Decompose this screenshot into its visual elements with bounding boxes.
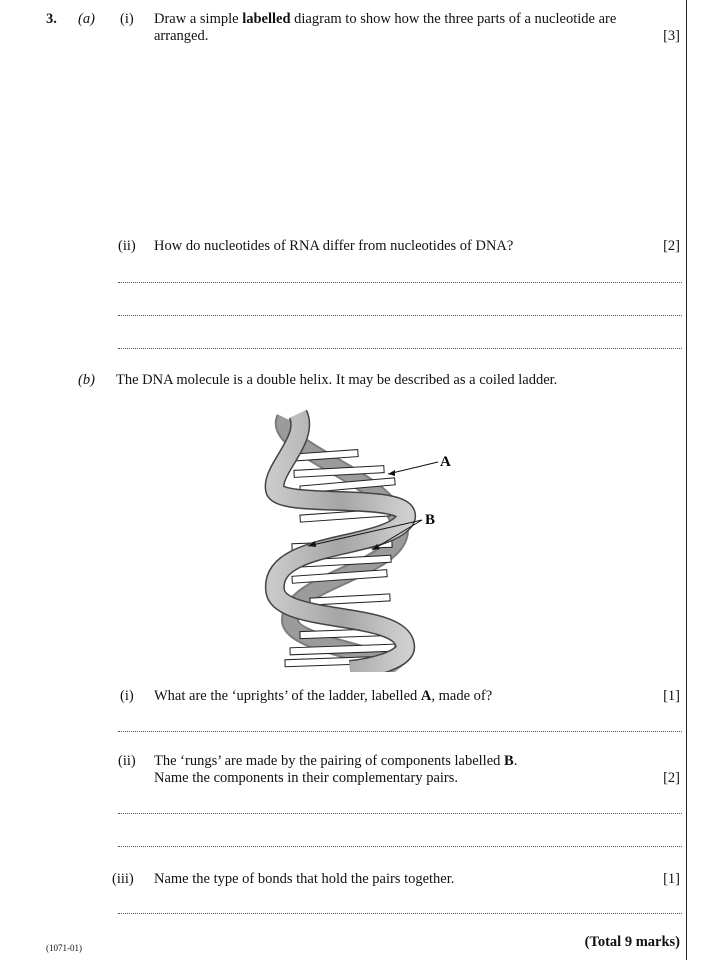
part-b-i-number: (i) xyxy=(120,688,134,704)
part-b-i-text-before: What are the ‘uprights’ of the ladder, labelled xyxy=(154,688,421,704)
part-a-i-marks: [3] xyxy=(663,28,680,44)
part-a-i-number: (i) xyxy=(120,11,134,27)
part-b-ii-number: (ii) xyxy=(118,753,136,769)
part-b-i-text-after: , made of? xyxy=(431,688,493,704)
answer-line[interactable] xyxy=(118,846,682,847)
total-marks: (Total 9 marks) xyxy=(584,934,680,950)
drawing-area[interactable] xyxy=(154,52,674,232)
part-b-ii-line1-before: The ‘rungs’ are made by the pairing of components labelled xyxy=(154,753,505,769)
part-a-i-text-after: diagram to show how the three parts of a nucleotide are xyxy=(290,11,617,27)
part-b-iii-number: (iii) xyxy=(112,871,134,887)
part-b-ii-line2: Name the components in their complementary pairs. xyxy=(154,770,459,786)
part-a-label: (a) xyxy=(78,11,95,27)
answer-line[interactable] xyxy=(118,348,682,349)
part-b-iii-marks: [1] xyxy=(663,871,680,887)
part-a-i-text-before: Draw a simple xyxy=(154,11,243,27)
part-b-ii-line1-after: . xyxy=(513,753,518,769)
dna-double-helix-diagram xyxy=(250,410,470,672)
part-b-ii-line1 xyxy=(154,752,517,770)
part-b-label: (b) xyxy=(78,372,95,388)
answer-line[interactable] xyxy=(118,813,682,814)
part-a-ii-marks: [2] xyxy=(663,238,680,254)
label-a: A xyxy=(440,454,451,470)
part-a-i-text-line2: arranged. xyxy=(154,28,209,44)
part-b-intro: The DNA molecule is a double helix. It may be described as a coiled ladder. xyxy=(116,372,558,388)
part-a-ii-number: (ii) xyxy=(118,238,136,254)
part-b-i-text xyxy=(154,687,492,705)
answer-line[interactable] xyxy=(118,315,682,316)
paper-code: (1071-01) xyxy=(46,943,82,953)
part-a-i-text xyxy=(154,10,684,28)
part-a-ii-text: How do nucleotides of RNA differ from nucleotides of DNA? xyxy=(154,238,514,254)
label-a-arrowhead xyxy=(388,470,395,476)
part-b-i-text-bold: A xyxy=(420,688,432,704)
part-a-i-text-bold: labelled xyxy=(242,11,291,27)
answer-line[interactable] xyxy=(118,282,682,283)
label-a-pointer xyxy=(388,462,438,474)
question-number: 3. xyxy=(46,11,57,27)
answer-line[interactable] xyxy=(118,731,682,732)
label-b: B xyxy=(425,512,436,528)
part-b-ii-line1-bold: B xyxy=(504,753,514,769)
part-b-i-marks: [1] xyxy=(663,688,680,704)
part-b-iii-text: Name the type of bonds that hold the pairs together. xyxy=(154,871,455,887)
page-right-border xyxy=(686,0,687,960)
answer-line[interactable] xyxy=(118,913,682,914)
part-b-ii-marks: [2] xyxy=(663,770,680,786)
